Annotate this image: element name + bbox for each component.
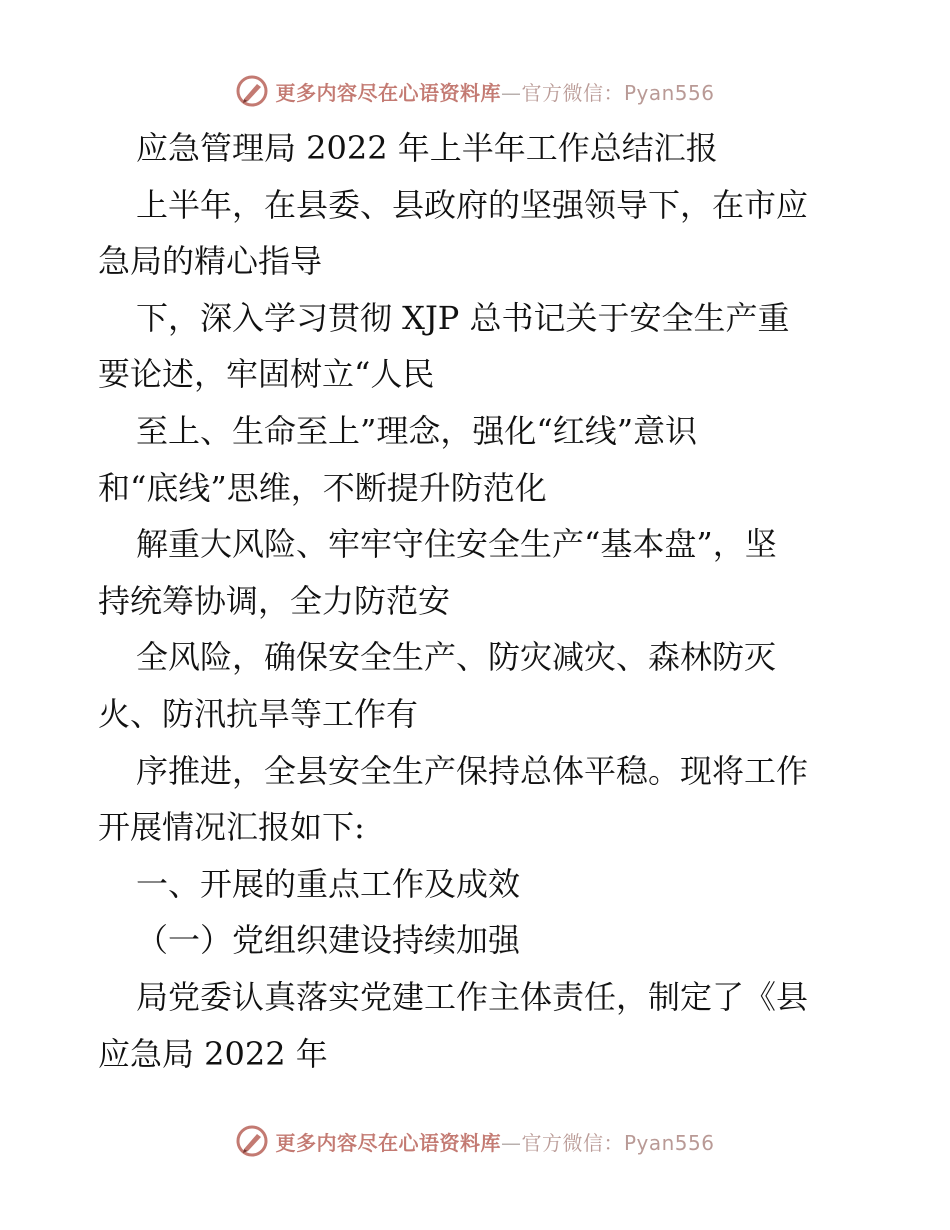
document-title: 应急管理局 2022 年上半年工作总结汇报	[136, 129, 718, 167]
document-body	[98, 120, 858, 1082]
body-line: 序推进，全县安全生产保持总体平稳。现将工作	[136, 751, 809, 790]
watermark-header	[0, 71, 950, 111]
body-line: 全风险，确保安全生产、防灾减灾、森林防灭	[136, 638, 777, 677]
watermark-tail: 官方微信：Pyan556	[521, 80, 715, 105]
body-line: 解重大风险、牢牢守住安全生产“基本盘”，坚	[136, 525, 777, 564]
pen-badge-icon	[235, 1124, 269, 1158]
body-line: 至上、生命至上”理念，强化“红线”意识	[136, 411, 698, 450]
pen-badge-icon	[235, 74, 269, 108]
body-line: 和“底线”思维，不断提升防范化	[98, 468, 547, 507]
body-line: 一、开展的重点工作及成效	[136, 864, 521, 903]
body-line: 下，深入学习贯彻 XJP 总书记关于安全生产重	[136, 298, 790, 337]
body-line: 上半年，在县委、县政府的坚强领导下，在市应	[136, 185, 809, 224]
watermark-main: 更多内容尽在心语资料库	[275, 80, 501, 105]
watermark-main: 更多内容尽在心语资料库	[275, 1130, 501, 1155]
watermark-tail: 官方微信：Pyan556	[521, 1130, 715, 1155]
watermark-dash: —	[500, 80, 522, 105]
body-line: 火、防汛抗旱等工作有	[98, 694, 419, 733]
body-line: 开展情况汇报如下:	[98, 808, 365, 847]
body-line: 要论述，牢固树立“人民	[98, 355, 435, 394]
watermark-text	[275, 77, 714, 106]
watermark-dash: —	[500, 1130, 522, 1155]
watermark-footer	[0, 1121, 950, 1161]
watermark-text	[275, 1127, 714, 1156]
body-line: 急局的精心指导	[98, 242, 323, 281]
body-line: （一）党组织建设持续加强	[136, 921, 521, 960]
body-line: 持统筹协调，全力防范安	[98, 581, 451, 620]
body-line: 应急局 2022 年	[98, 1034, 328, 1073]
body-line: 局党委认真落实党建工作主体责任，制定了《县	[136, 977, 809, 1016]
